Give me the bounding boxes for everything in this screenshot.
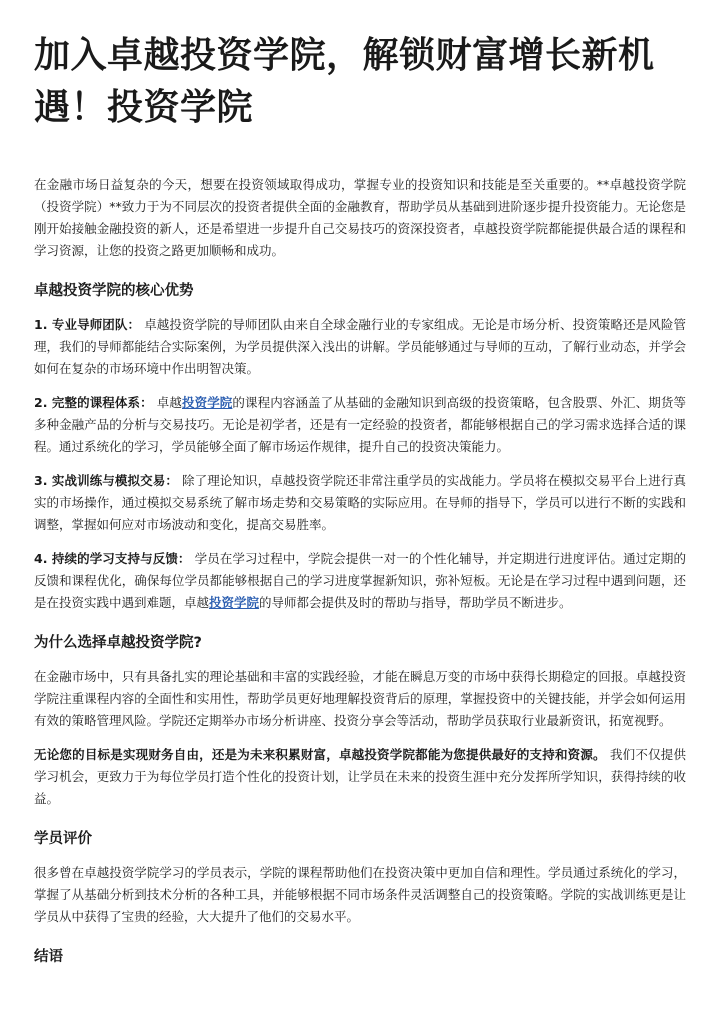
reviews-paragraph: 很多曾在卓越投资学院学习的学员表示，学院的课程帮助他们在投资决策中更加自信和理性。学员通过系统化的学习，掌握了从基础分析到技术分析的各种工具，并能够根据不同市场条件灵活调整自己的投资策略。学院的实战训练更是让学员从中获得了宝贵的经验，大大提升了他们的交易水平。: [34, 865, 686, 924]
why-paragraph-1: 在金融市场中，只有具备扎实的理论基础和丰富的实践经验，才能在瞬息万变的市场中获得长期稳定的回报。卓越投资学院注重课程内容的全面性和实用性，帮助学员更好地理解投资背后的原理，掌握投资中的关键技能，并学会如何运用有效的策略管理风险。学院还定期举办市场分析讲座、投资分享会等活动，帮助学员获取行业最新资讯，拓宽视野。: [34, 669, 686, 728]
advantage-text-post: 的课程内容涵盖了从基础的金融知识到高级的投资策略，包含股票、外汇、期货等多种金融产品的分析与交易技巧。无论是初学者，还是有一定经验的投资者，都能够根据自己的学习需求选择合适的课程。通过系统化的学习，学员能够全面了解市场运作规律，提升自己的投资决策能力。: [34, 395, 686, 454]
advantage-text-pre: 卓越: [156, 395, 182, 410]
advantage-label: 2. 完整的课程体系：: [34, 395, 153, 410]
advantage-text: 除了理论知识，卓越投资学院还非常注重学员的实战能力。学员将在模拟交易平台上进行真实的市场操作，通过模拟交易系统了解市场走势和交易策略的实际应用。在导师的指导下，学员可以进行不断的实践和调整，掌握如何应对市场波动和变化，提高交易胜率。: [34, 473, 686, 532]
section-heading-reviews: 学员评价: [34, 831, 92, 847]
advantage-item-4: [34, 548, 686, 614]
why-highlight: 无论您的目标是实现财务自由，还是为未来积累财富，卓越投资学院都能为您提供最好的支持和资源。: [34, 747, 606, 762]
advantage-text-post: 的导师都会提供及时的帮助与指导，帮助学员不断进步。: [259, 595, 572, 610]
why-paragraph-2-rest: 我们不仅提供学习机会，更致力于为每位学员打造个性化的投资计划，让学员在未来的投资生涯中充分发挥所学知识，获得持续的收益。: [34, 747, 686, 806]
keyword-link[interactable]: 投资学院: [209, 595, 260, 610]
advantage-label: 4. 持续的学习支持与反馈：: [34, 551, 191, 566]
keyword-link[interactable]: 投资学院: [182, 395, 233, 410]
section-heading-conclusion: 结语: [34, 949, 63, 965]
advantage-label: 3. 实战训练与模拟交易：: [34, 473, 178, 488]
advantage-text: 卓越投资学院的导师团队由来自全球金融行业的专家组成。无论是市场分析、投资策略还是风险管理，我们的导师都能结合实际案例，为学员提供深入浅出的讲解。学员能够通过与导师的互动，了解行业动态，并学会如何在复杂的市场环境中作出明智决策。: [34, 317, 686, 376]
advantage-text-pre: 学员在学习过程中，学院会提供一对一的个性化辅导，并定期进行进度评估。通过定期的反馈和课程优化，确保每位学员都能够根据自己的学习进度掌握新知识，弥补短板。无论是在学习过程中遇到问题，还是在投资实践中遇到难题，卓越: [34, 551, 686, 610]
section-heading-why: 为什么选择卓越投资学院?: [34, 635, 202, 651]
section-heading-advantages: 卓越投资学院的核心优势: [34, 283, 194, 299]
advantage-item-2: [34, 392, 686, 458]
why-paragraph-2: [34, 744, 686, 810]
page-title: 加入卓越投资学院，解锁财富增长新机遇！投资学院: [34, 35, 655, 128]
intro-paragraph: 在金融市场日益复杂的今天，想要在投资领域取得成功，掌握专业的投资知识和技能是至关重要的。**卓越投资学院（投资学院）**致力于为不同层次的投资者提供全面的金融教育，帮助学员从基础到进阶逐步提升投资能力。无论您是刚开始接触金融投资的新人，还是希望进一步提升自己交易技巧的资深投资者，卓越投资学院都能提供最合适的课程和学习资源，让您的投资之路更加顺畅和成功。: [34, 177, 686, 258]
advantage-label: 1. 专业导师团队：: [34, 317, 141, 332]
advantage-item-3: [34, 470, 686, 536]
advantage-item-1: [34, 314, 686, 380]
